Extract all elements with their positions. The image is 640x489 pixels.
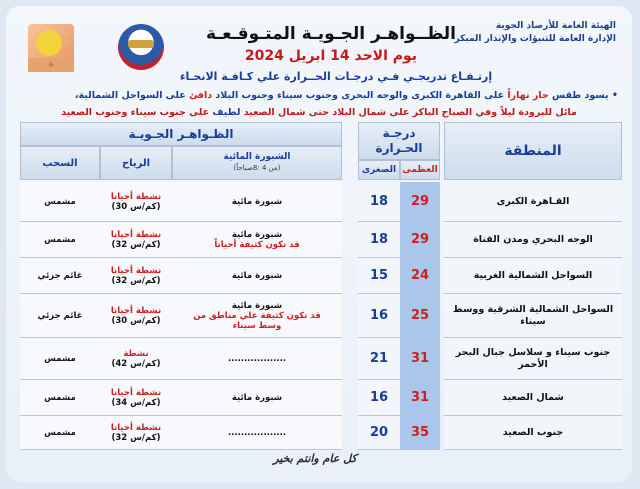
wind-speed: (30 كم/س) <box>111 315 161 326</box>
clouds-cell: مشمس <box>20 338 100 380</box>
clouds-cell: غائم جزئي <box>20 294 100 338</box>
org-name: الهيئة العامة للأرصاد الجوية <box>495 21 616 31</box>
org-department: الإدارة العامة للتنبؤات والإنذار المبكر <box>454 34 616 44</box>
fog-cell <box>172 182 342 222</box>
wind-speed: (30 كم/س) <box>111 201 161 212</box>
max-temp-cell: 31 <box>400 380 440 416</box>
wind-speed: (32 كم/س) <box>111 239 161 250</box>
organization-block <box>446 20 616 46</box>
note2-part-b: على جنوب سيناء وجنوب الصعيد <box>61 107 213 118</box>
clouds-cell: مشمس <box>20 182 100 222</box>
note1-part-a: • يسود طقس <box>548 90 618 101</box>
note2-part-a: مائل للبرودة ليلاً وفي الصباح الباكر على شمال البلاد حتى شمال الصعيد <box>240 107 577 118</box>
wind-strength: نشطة أحيانا <box>110 387 162 398</box>
region-cell: القـاهرة الكبرى <box>444 182 622 222</box>
summary-note-2 <box>20 107 618 118</box>
fog-header-label: الشبورة المائية <box>223 152 291 162</box>
fog-column-header <box>172 146 342 180</box>
max-temp-cell: 31 <box>400 338 440 380</box>
fog-cell <box>172 380 342 416</box>
page-title: الظــواهـر الجـويـة المتـوقـعـة <box>206 24 456 44</box>
clouds-cell: مشمس <box>20 222 100 258</box>
fog-text: شبورة مائية <box>231 270 283 281</box>
wind-strength: نشطة أحيانا <box>110 265 162 276</box>
fog-text: شبورة مائية <box>231 229 283 240</box>
region-cell: السواحل الشمالية الشرقية ووسط سيناء <box>444 294 622 338</box>
wind-strength: نشطة أحيانا <box>110 191 162 202</box>
min-temp-cell: 20 <box>358 416 400 450</box>
phenomena-group-header: الظـواهـر الجـويـة <box>20 122 342 146</box>
fog-cell <box>172 338 342 380</box>
fog-text: .................. <box>227 427 287 438</box>
clouds-cell: مشمس <box>20 380 100 416</box>
max-temp-cell: 24 <box>400 258 440 294</box>
forecast-table <box>20 122 622 450</box>
wind-cell <box>100 338 172 380</box>
ministry-logo <box>28 24 74 72</box>
wind-speed: (32 كم/س) <box>111 432 161 443</box>
wind-strength: نشطة أحيانا <box>110 305 162 316</box>
min-temp-cell: 15 <box>358 258 400 294</box>
fog-cell <box>172 294 342 338</box>
summary-note-1 <box>20 90 618 101</box>
logo-script: ☼ <box>28 58 74 72</box>
max-temp-cell: 35 <box>400 416 440 450</box>
fog-text: شبورة مائية <box>231 300 283 311</box>
fog-warning: قد تكون كثيفة علي مناطق من <box>193 310 321 321</box>
wind-cell <box>100 182 172 222</box>
region-column-header: المنطقة <box>444 122 622 180</box>
fog-text: شبورة مائية <box>231 196 283 207</box>
fog-header-note: (من 4 :8صباحاً) <box>233 164 281 172</box>
min-temp-cell: 16 <box>358 294 400 338</box>
note1-part-c: على السواحل الشمالية، <box>74 90 190 101</box>
max-temp-cell: 29 <box>400 222 440 258</box>
wind-cell <box>100 380 172 416</box>
note1-warm: دافئ <box>189 90 213 101</box>
temperature-column-header: درجـة الحـرارة <box>358 122 440 160</box>
wind-column-header: الرياح <box>100 146 172 180</box>
wind-speed: (32 كم/س) <box>111 275 161 286</box>
fog-text: .................. <box>227 353 287 364</box>
clouds-cell: مشمس <box>20 416 100 450</box>
fog-warning-2: وسط سيناء <box>232 320 282 331</box>
min-temp-cell: 18 <box>358 222 400 258</box>
region-cell: السواحل الشمالية الغربية <box>444 258 622 294</box>
fog-warning: قد تكون كثيفة أحياناً <box>214 239 300 250</box>
note2-cool: لطيف <box>212 107 241 118</box>
wind-strength: نشطة <box>123 348 149 359</box>
region-cell: جنوب الصعيد <box>444 416 622 450</box>
min-temp-cell: 16 <box>358 380 400 416</box>
wind-cell <box>100 222 172 258</box>
max-temp-cell: 29 <box>400 182 440 222</box>
note1-hot: حار نهاراً <box>507 90 549 101</box>
wind-cell <box>100 294 172 338</box>
min-temp-cell: 21 <box>358 338 400 380</box>
fog-cell <box>172 222 342 258</box>
headline: إرتـفـاع تدريجـي فـي درجـات الحــرارة علي كـافـة الانحـاء <box>179 70 493 83</box>
region-cell: شمال الصعيد <box>444 380 622 416</box>
max-temp-header: العظمى <box>400 160 440 180</box>
wind-cell <box>100 258 172 294</box>
wind-speed: (34 كم/س) <box>111 397 161 408</box>
wind-cell <box>100 416 172 450</box>
region-cell: جنوب سيناء و سلاسل جبال البحر الأحمر <box>444 338 622 380</box>
ema-logo <box>118 24 164 70</box>
clouds-cell: غائم جزئي <box>20 258 100 294</box>
fog-cell <box>172 416 342 450</box>
wind-speed: (42 كم/س) <box>111 358 161 369</box>
clouds-column-header: السحب <box>20 146 100 180</box>
forecast-date: يوم الاحد 14 ابريل 2024 <box>244 48 418 64</box>
fog-cell <box>172 258 342 294</box>
fog-text: شبورة مائية <box>231 392 283 403</box>
max-temp-cell: 25 <box>400 294 440 338</box>
sun-icon <box>36 30 62 56</box>
wind-strength: نشطة أحيانا <box>110 229 162 240</box>
min-temp-cell: 18 <box>358 182 400 222</box>
min-temp-header: الصغرى <box>358 160 400 180</box>
note1-part-b: على القاهرة الكبرى والوجه البحرى وجنوب سيناء وجنوب البلاد <box>212 90 508 101</box>
greeting-footer: كل عام وانتم بخير <box>273 452 357 465</box>
region-cell: الوجه البحري ومدن القناة <box>444 222 622 258</box>
wind-strength: نشطة أحيانا <box>110 422 162 433</box>
